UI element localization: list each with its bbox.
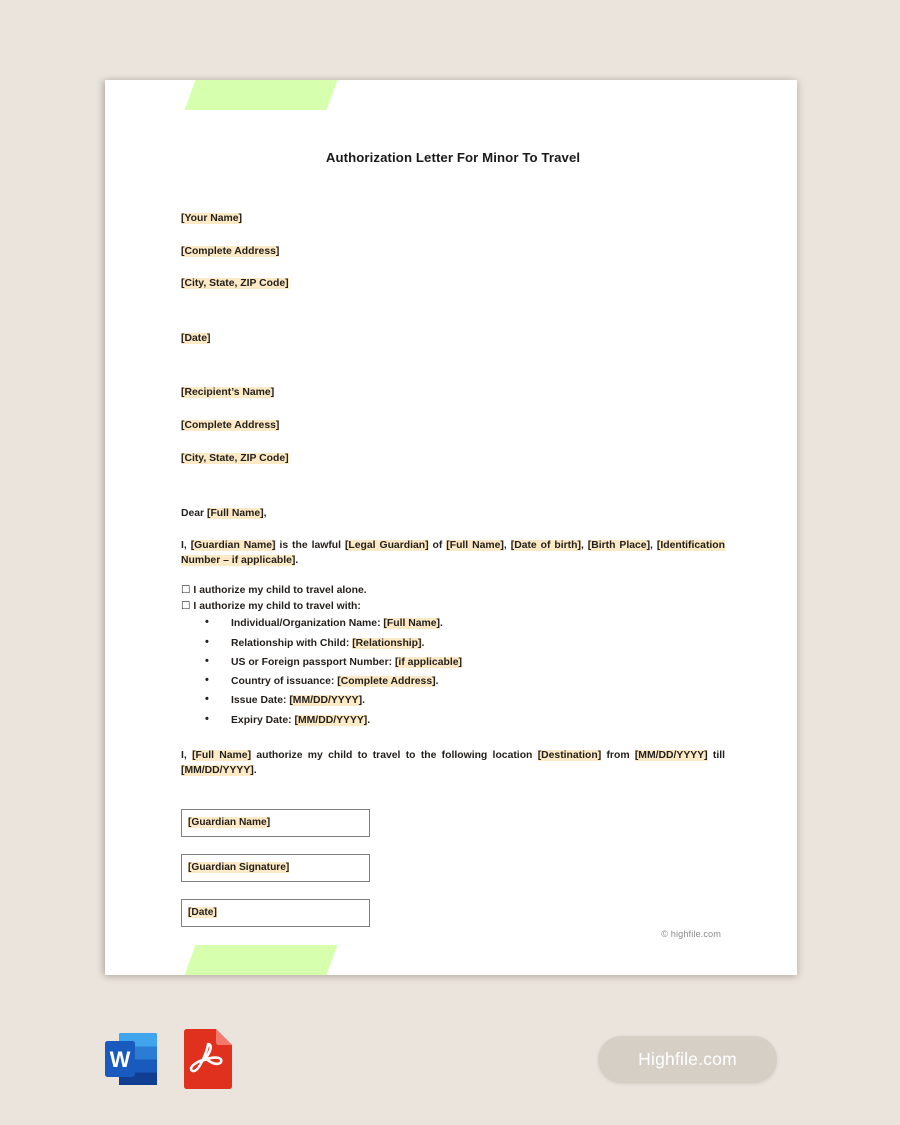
sender-address-line [181,244,725,259]
highfile-brand-button[interactable] [598,1036,777,1083]
recipient-street-placeholder: [Complete Address] [181,420,280,432]
detail-tail: . [435,676,439,688]
salutation-line [181,506,725,521]
list-item [205,713,725,728]
sender-name-placeholder: [Your Name] [181,213,243,225]
detail-label: US or Foreign passport Number: [231,656,395,668]
highfile-brand-label: Highfile.com [638,1049,737,1069]
recipient-name-placeholder: [Recipient’s Name] [181,387,275,399]
travel-para-text: . [253,764,257,776]
destination-placeholder: [Destination] [537,749,602,761]
list-item [205,693,725,708]
detail-tail: . [367,714,371,726]
travel-authorization-paragraph [181,748,725,778]
detail-tail: . [362,695,365,707]
child-full-name-placeholder: [Full Name] [446,539,504,551]
word-file-icon[interactable] [103,1027,159,1091]
travel-para-text: authorize my child to travel to the following location [251,749,538,761]
detail-tail: . [421,637,425,649]
travel-para-text: till [707,749,725,761]
detail-label: Relationship with Child: [231,637,353,649]
pdf-file-icon[interactable] [180,1027,236,1091]
guardian-para-text: I, [181,539,191,551]
list-item [205,616,725,631]
decorative-green-shape-bottom [185,945,338,975]
signature-date-value: [Date] [188,906,217,918]
date-block [181,331,725,346]
birth-place-placeholder: [Birth Place] [587,539,651,551]
signature-date-field[interactable] [181,899,370,927]
list-item [205,655,725,670]
guardian-para-text: , [580,539,588,551]
recipient-address-line [181,451,725,466]
checkbox-travel-with[interactable] [181,599,725,614]
download-format-icons [103,1027,236,1091]
guardian-para-text: . [295,554,299,566]
detail-label: Expiry Date: [231,714,295,726]
detail-value-placeholder: [Complete Address] [337,676,436,688]
detail-value-placeholder: [MM/DD/YYYY] [294,714,368,726]
date-line [181,331,725,346]
date-placeholder: [Date] [181,333,211,345]
recipient-address-line [181,418,725,433]
guardian-para-text: , [503,539,511,551]
detail-value-placeholder: [MM/DD/YYYY] [289,695,363,707]
guardian-para-text: of [428,539,447,551]
travel-start-date-placeholder: [MM/DD/YYYY] [634,749,708,761]
list-item [205,636,725,651]
sender-city-placeholder: [City, State, ZIP Code] [181,278,289,290]
guardian-signature-field[interactable] [181,854,370,882]
detail-value-placeholder: [if applicable] [394,656,462,668]
document-page [105,80,797,975]
checkbox-icon[interactable]: ☐ [181,600,191,613]
checkbox-icon[interactable]: ☐ [181,583,191,596]
date-of-birth-placeholder: [Date of birth] [510,539,581,551]
detail-label: Individual/Organization Name: [231,618,384,630]
detail-value-placeholder: [Full Name] [383,618,440,630]
sender-address-block [181,211,725,291]
recipient-city-placeholder: [City, State, ZIP Code] [181,452,289,464]
travel-para-text: I, [181,749,193,761]
signature-area [181,809,725,927]
document-title: Authorization Letter For Minor To Travel [325,150,581,165]
guardian-para-text: , [650,539,657,551]
checkbox-label: I authorize my child to travel with: [193,601,361,613]
checkbox-label: I authorize my child to travel alone. [193,584,367,596]
sender-address-line [181,276,725,291]
recipient-address-block [181,385,725,465]
word-badge-letter: W [109,1047,131,1072]
recipient-address-line [181,385,725,400]
salutation-prefix: Dear [181,507,207,519]
detail-value-placeholder: [Relationship] [352,637,422,649]
travel-para-text: from [601,749,635,761]
identification-number-placeholder: [Identification Number – if applicable] [181,539,725,566]
salutation-suffix: , [263,507,267,519]
list-item [205,674,725,689]
detail-label: Country of issuance: [231,676,338,688]
copyright-footer: © highfile.com [661,929,721,939]
document-body [181,80,725,944]
guardian-name-value: [Guardian Name] [188,816,271,828]
guardian-signature-value: [Guardian Signature] [188,861,290,873]
checkbox-travel-alone[interactable] [181,583,725,598]
travel-end-date-placeholder: [MM/DD/YYYY] [181,764,254,776]
guardian-name-placeholder: [Guardian Name] [190,539,276,551]
authorization-options [181,583,725,728]
detail-tail: . [440,618,443,630]
authorizer-name-placeholder: [Full Name] [192,749,252,761]
guardian-name-field[interactable] [181,809,370,837]
guardian-para-text: is the lawful [275,539,345,551]
guardian-declaration-paragraph [181,538,725,568]
sender-address-line [181,211,725,226]
sender-street-placeholder: [Complete Address] [181,245,280,257]
traveler-details-list [181,616,725,727]
legal-guardian-placeholder: [Legal Guardian] [344,539,429,551]
detail-label: Issue Date: [231,695,290,707]
salutation-name-placeholder: [Full Name] [207,507,264,519]
